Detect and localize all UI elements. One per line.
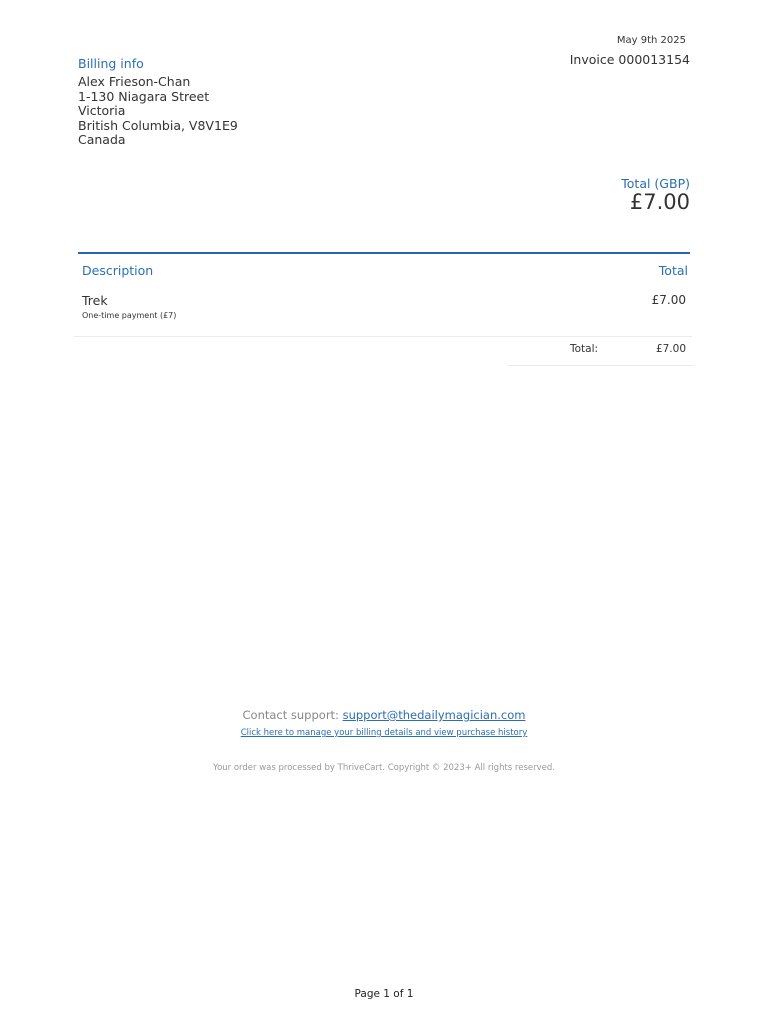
support-email-link[interactable]: support@thedailymagician.com bbox=[342, 708, 526, 722]
billing-address bbox=[78, 75, 238, 148]
table-row bbox=[74, 286, 692, 337]
billing-region: British Columbia, V8V1E9 bbox=[78, 117, 238, 133]
support-prefix: Contact support: bbox=[242, 708, 343, 722]
item-name: Trek bbox=[82, 293, 108, 308]
billing-name: Alex Frieson-Chan bbox=[78, 74, 191, 89]
page-number: Page 1 of 1 bbox=[354, 988, 414, 1000]
invoice-table bbox=[78, 252, 690, 366]
invoice-date: May 9th 2025 bbox=[616, 35, 686, 46]
invoice-number: Invoice 000013154 bbox=[569, 52, 690, 67]
column-header-total: Total bbox=[658, 263, 688, 278]
item-total: £7.00 bbox=[651, 293, 686, 307]
sum-label: Total: bbox=[570, 343, 599, 355]
billing-city: Victoria bbox=[78, 103, 126, 119]
column-header-description: Description bbox=[82, 263, 154, 278]
billing-street: 1-130 Niagara Street bbox=[78, 88, 210, 104]
total-currency-label: Total (GBP) bbox=[621, 176, 690, 191]
sum-value: £7.00 bbox=[655, 343, 686, 355]
billing-country: Canada bbox=[78, 132, 126, 148]
manage-billing-link[interactable]: Click here to manage your billing details and view purchase history bbox=[240, 728, 528, 738]
billing-info-label: Billing info bbox=[78, 56, 144, 71]
total-amount: £7.00 bbox=[629, 190, 690, 214]
item-note: One-time payment (£7) bbox=[82, 311, 177, 320]
table-sum-row bbox=[508, 337, 694, 366]
manage-billing bbox=[0, 728, 768, 738]
table-header bbox=[78, 254, 690, 286]
contact-support bbox=[0, 708, 768, 722]
processed-notice: Your order was processed by ThriveCart. Copyright © 2023+ All rights reserved. bbox=[213, 763, 555, 773]
